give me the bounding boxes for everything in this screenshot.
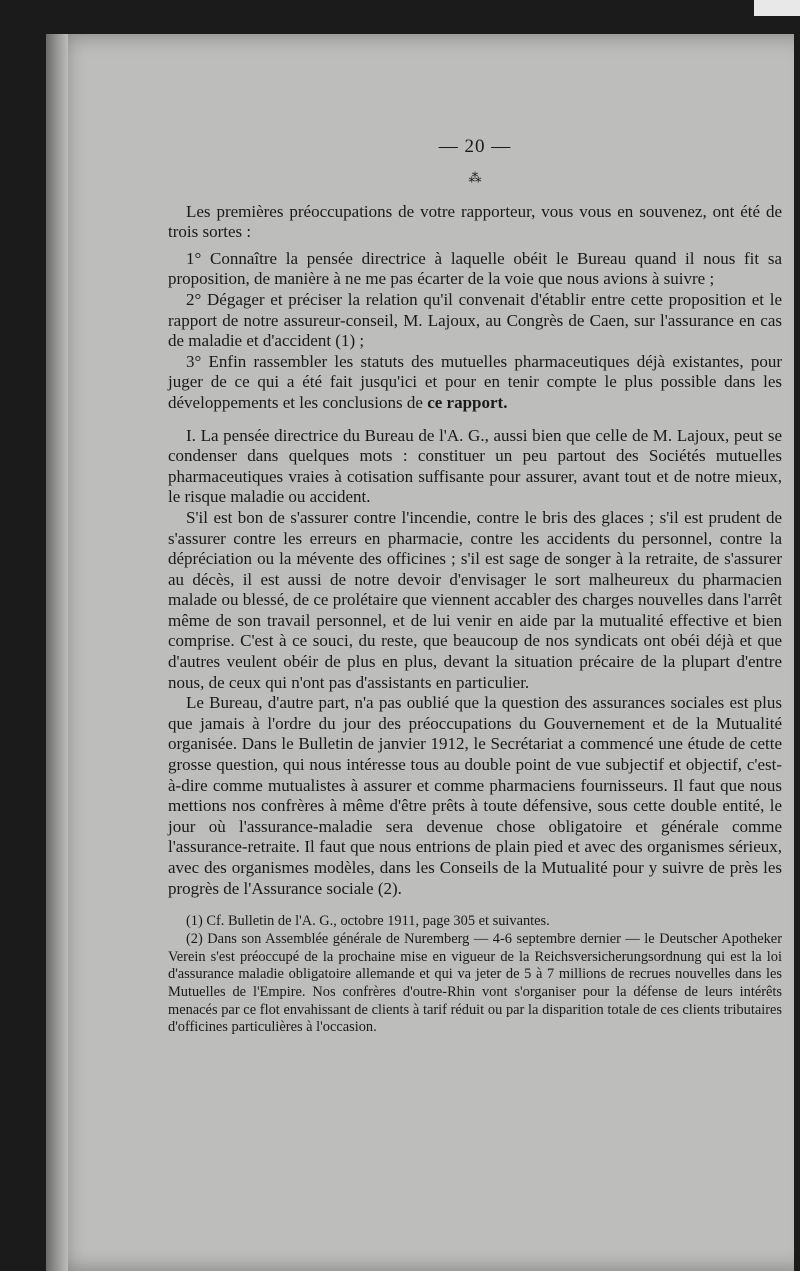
section-1-paragraph: I. La pensée directrice du Bureau de l'A. G., aussi bien que celle de M. Lajoux, peut se condenser dans quelques mots : constituer un peu partout des Sociétés mutuelles pharmaceutiques vraies à cotisation suffisante pour assurer, avant tout et de notre mieux, le risque maladie ou accident.	[168, 425, 782, 507]
body-paragraph-2: S'il est bon de s'assurer contre l'incendie, contre le bris des glaces ; s'il est prudent de s'assurer contre les erreurs en pharmacie, contre les accidents du personnel, contre la dépréciation ou la mévente des officines ; s'il est sage de songer à la retraite, de s'assurer au décès, il est aussi de notre devoir d'envisager le sort malheureux du pharmacien malade ou blessé, de ce prolétaire que viennent accabler des charges nouvelles dans l'arrêt même de son travail personnel, et de lui venir en aide par la mutualité effective et bien comprise. C'est à ce souci, du reste, que beaucoup de nos syndicats ont obéi déjà et que d'autres veulent obéir de plus en plus, devant la situation précaire de la plupart d'entre nous, de ceux qui n'ont pas d'assistants en particulier.	[168, 507, 782, 692]
page-content	[168, 137, 782, 1037]
item-2-paragraph: 2° Dégager et préciser la relation qu'il convenait d'établir entre cette proposition et le rapport de notre assureur-conseil, M. Lajoux, au Congrès de Caen, sur l'assurance en cas de maladie et d'accident (1) ;	[168, 289, 782, 351]
item-3-text: 3° Enfin rassembler les statuts des mutuelles pharmaceutiques déjà existantes, pour juger de ce qui a été fait jusqu'ici et pour en tenir compte le plus possible dans les développements et les conclusions de	[168, 351, 782, 412]
body-paragraph-3: Le Bureau, d'autre part, n'a pas oublié que la question des assurances sociales est plus que jamais à l'ordre du jour des préoccupations du Gouvernement et de la Mutualité organisée. Dans le Bulletin de janvier 1912, le Secrétariat a commencé une étude de cette grosse question, qui nous intéresse tous au double point de vue subjectif et objectif, c'est-à-dire comme mutualistes à assurer et comme pharmaciens fournisseurs. Il faut que nous mettions nos confrères à même d'être prêts à toute défensive, sous cette double entité, le jour où l'assurance-maladie sera devenue chose obligatoire et générale comme l'assurance-retraite. Il faut que nous entrions de plain pied et avec des organismes sérieux, avec des organismes modèles, dans les Conseils de la Mutualité pour y suivre de près les progrès de l'Assurance sociale (2).	[168, 693, 782, 898]
footnote-1: (1) Cf. Bulletin de l'A. G., octobre 1911, page 305 et suivantes.	[186, 913, 550, 930]
footnote-2: (2) Dans son Assemblée générale de Nuremberg — 4-6 septembre dernier — le Deutscher Apotheker Verein s'est préoccupé de la prochaine mise en vigueur de la Reichsversicherungsordnung qui est la loi d'assurance maladie obligatoire allemande et qui va jeter de 5 à 7 millions de recrues nouvelles dans les Mutuelles de l'Empire. Nos confrères d'outre-Rhin vont s'organiser pour la défense de leurs intérêts menacés par ce flot envahissant de clients à tarif réduit ou par la disparition totale de ces clients tributaires d'officines particulières à l'occasion.	[168, 930, 782, 1036]
page-number: — 20 —	[438, 136, 512, 157]
section-separator: ⁂	[468, 169, 482, 185]
item-3-paragraph	[168, 352, 782, 414]
footnotes	[168, 913, 782, 1037]
scan-corner-mark	[754, 0, 800, 16]
item-3-bold-text: ce rapport.	[427, 392, 508, 412]
item-1-paragraph: 1° Connaître la pensée directrice à laquelle obéit le Bureau quand il nous fit sa proposition, de manière à ne me pas écarter de la voie que nous avions à suivre ;	[168, 248, 782, 289]
intro-paragraph: Les premières préoccupations de votre rapporteur, vous vous en souvenez, ont été de trois sortes :	[168, 201, 782, 242]
page-binding-edge	[46, 34, 68, 1271]
